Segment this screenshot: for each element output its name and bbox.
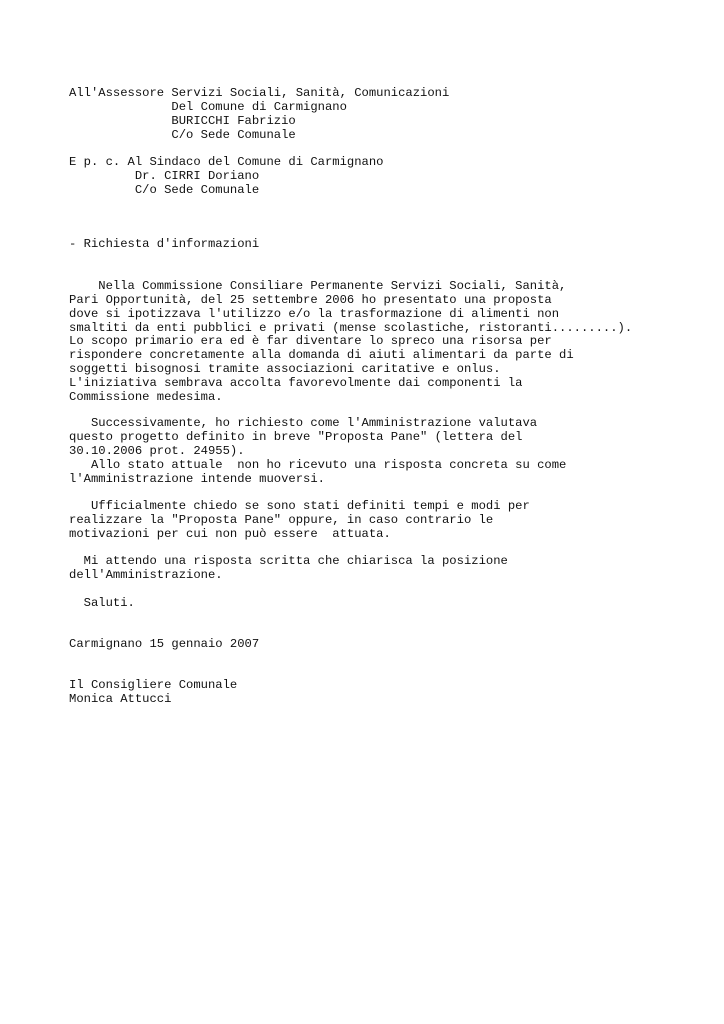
paragraph-1-line-6: rispondere concretamente alla domanda di aiuti alimentari da parte di — [69, 348, 574, 362]
paragraph-1-line-9: Commissione medesima. — [69, 390, 223, 404]
paragraph-4-line-1: Mi attendo una risposta scritta che chiarisca la posizione — [69, 554, 508, 568]
addressee-line-3: BURICCHI Fabrizio — [69, 114, 296, 128]
addressee-line-4: C/o Sede Comunale — [69, 128, 296, 142]
paragraph-1-line-4: smaltiti da enti pubblici e privati (mense scolastiche, ristoranti.........). — [69, 321, 633, 335]
cc-line-1: E p. c. Al Sindaco del Comune di Carmignano — [69, 155, 384, 169]
subject-line: - Richiesta d'informazioni — [69, 237, 260, 251]
cc-line-2: Dr. CIRRI Doriano — [69, 169, 260, 183]
paragraph-1-line-2: Pari Opportunità, del 25 settembre 2006 ho presentato una proposta — [69, 293, 552, 307]
signature-name: Monica Attucci — [69, 692, 172, 706]
paragraph-3-line-1: Ufficialmente chiedo se sono stati definiti tempi e modi per — [69, 499, 530, 513]
paragraph-2-line-1: Successivamente, ho richiesto come l'Amministrazione valutava — [69, 416, 538, 430]
addressee-line-2: Del Comune di Carmignano — [69, 100, 347, 114]
paragraph-2-line-2: questo progetto definito in breve "Proposta Pane" (lettera del — [69, 430, 523, 444]
greeting: Saluti. — [69, 596, 135, 610]
signature-role: Il Consigliere Comunale — [69, 678, 238, 692]
paragraph-1-line-3: dove si ipotizzava l'utilizzo e/o la trasformazione di alimenti non — [69, 307, 560, 321]
paragraph-2-line-3: 30.10.2006 prot. 24955). — [69, 444, 245, 458]
paragraph-2-line-4: Allo stato attuale non ho ricevuto una risposta concreta su come — [69, 458, 567, 472]
paragraph-2-line-5: l'Amministrazione intende muoversi. — [69, 472, 325, 486]
paragraph-1-line-8: L'iniziativa sembrava accolta favorevolmente dai componenti la — [69, 376, 523, 390]
paragraph-1-line-7: soggetti bisognosi tramite associazioni caritative e onlus. — [69, 362, 501, 376]
paragraph-1-line-1: Nella Commissione Consiliare Permanente Servizi Sociali, Sanità, — [69, 279, 567, 293]
paragraph-1-line-5: Lo scopo primario era ed è far diventare lo spreco una risorsa per — [69, 334, 552, 348]
paragraph-4-line-2: dell'Amministrazione. — [69, 568, 223, 582]
addressee-line-1: All'Assessore Servizi Sociali, Sanità, Comunicazioni — [69, 86, 450, 100]
paragraph-3-line-2: realizzare la "Proposta Pane" oppure, in caso contrario le — [69, 513, 494, 527]
paragraph-3-line-3: motivazioni per cui non può essere attuata. — [69, 527, 391, 541]
cc-line-3: C/o Sede Comunale — [69, 183, 260, 197]
place-date: Carmignano 15 gennaio 2007 — [69, 637, 260, 651]
